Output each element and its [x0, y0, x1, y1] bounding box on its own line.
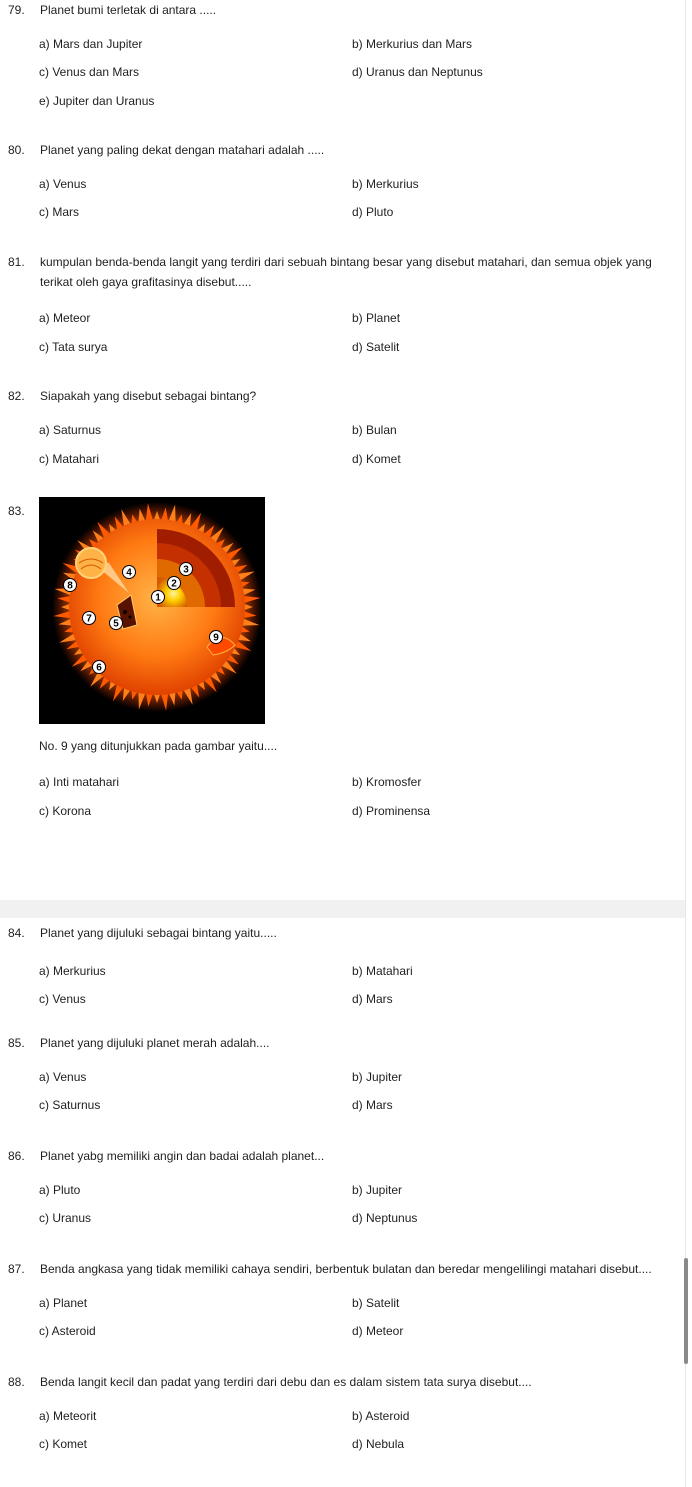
figure-label-9: 9 [213, 632, 219, 644]
question-number: 81. [8, 255, 25, 269]
option-d[interactable]: d) Mars [352, 1098, 393, 1112]
zoom-inset [76, 548, 106, 578]
figure-label-3: 3 [183, 564, 189, 576]
sun-illustration [39, 497, 265, 724]
option-c[interactable]: c) Uranus [39, 1211, 92, 1225]
figure-label-4: 4 [126, 567, 132, 579]
option-a[interactable]: a) Planet [39, 1296, 88, 1310]
question-number: 88. [8, 1375, 25, 1389]
option-d[interactable]: d) Uranus dan Neptunus [352, 65, 483, 79]
option-d[interactable]: d) Neptunus [352, 1211, 418, 1225]
option-b[interactable]: b) Matahari [352, 964, 413, 978]
question-text: Planet yang dijuluki planet merah adalah.... [40, 1036, 270, 1050]
question-text: Planet yang dijuluki sebagai bintang yaitu..... [40, 926, 277, 940]
question-number: 87. [8, 1262, 25, 1276]
question-number: 79. [8, 3, 25, 17]
option-b[interactable]: b) Planet [352, 311, 401, 325]
option-a[interactable]: a) Merkurius [39, 964, 106, 978]
option-a[interactable]: a) Meteor [39, 311, 91, 325]
figure-label-6: 6 [96, 662, 102, 674]
question-text: Siapakah yang disebut sebagai bintang? [40, 389, 257, 403]
question-text: Benda langit kecil dan padat yang terdiri dari debu dan es dalam sistem tata surya disebut.... [40, 1375, 532, 1389]
figure-label-1: 1 [155, 592, 161, 604]
option-b[interactable]: b) Asteroid [352, 1409, 410, 1423]
option-c[interactable]: c) Asteroid [39, 1324, 96, 1338]
option-d[interactable]: d) Pluto [352, 205, 394, 219]
figure-label-7: 7 [86, 613, 92, 625]
question-text-continued: terikat oleh gaya grafitasinya disebut..... [40, 275, 252, 289]
option-a[interactable]: a) Venus [39, 1070, 87, 1084]
sun-structure-diagram [39, 497, 265, 724]
option-b[interactable]: b) Bulan [352, 423, 397, 437]
question-number: 82. [8, 389, 25, 403]
page-2 [0, 918, 685, 1487]
option-b[interactable]: b) Satelit [352, 1296, 400, 1310]
question-text: No. 9 yang ditunjukkan pada gambar yaitu.... [39, 739, 278, 753]
question-text: Planet bumi terletak di antara ..... [40, 3, 217, 17]
option-d[interactable]: d) Mars [352, 992, 393, 1006]
question-text: Planet yabg memiliki angin dan badai adalah planet... [40, 1149, 325, 1163]
option-c[interactable]: c) Saturnus [39, 1098, 101, 1112]
option-b[interactable]: b) Jupiter [352, 1183, 403, 1197]
option-d[interactable]: d) Meteor [352, 1324, 404, 1338]
option-c[interactable]: c) Venus [39, 992, 86, 1006]
question-number: 80. [8, 143, 25, 157]
option-c[interactable]: c) Tata surya [39, 340, 108, 354]
option-b[interactable]: b) Kromosfer [352, 775, 422, 789]
option-d[interactable]: d) Nebula [352, 1437, 405, 1451]
question-number: 83. [8, 504, 25, 518]
option-a[interactable]: a) Saturnus [39, 423, 102, 437]
page-separator [0, 900, 692, 918]
question-text: Planet yang paling dekat dengan matahari adalah ..... [40, 143, 325, 157]
option-c[interactable]: c) Venus dan Mars [39, 65, 140, 79]
option-c[interactable]: c) Mars [39, 205, 79, 219]
figure-label-8: 8 [67, 580, 73, 592]
option-c[interactable]: c) Matahari [39, 452, 100, 466]
scrollbar-thumb[interactable] [684, 1258, 688, 1364]
question-text: Benda angkasa yang tidak memiliki cahaya sendiri, berbentuk bulatan dan beredar mengelilingi matahari disebut.... [40, 1262, 652, 1276]
option-c[interactable]: c) Komet [39, 1437, 88, 1451]
option-a[interactable]: a) Meteorit [39, 1409, 97, 1423]
question-number: 85. [8, 1036, 25, 1050]
figure-label-2: 2 [171, 578, 177, 590]
question-text: kumpulan benda-benda langit yang terdiri dari sebuah bintang besar yang disebut matahari, dan semua objek yang [40, 255, 652, 269]
option-d[interactable]: d) Satelit [352, 340, 400, 354]
question-number: 84. [8, 926, 25, 940]
option-a[interactable]: a) Venus [39, 177, 87, 191]
figure-label-5: 5 [113, 618, 119, 630]
option-b[interactable]: b) Merkurius dan Mars [352, 37, 473, 51]
question-number: 86. [8, 1149, 25, 1163]
option-a[interactable]: a) Inti matahari [39, 775, 120, 789]
option-a[interactable]: a) Pluto [39, 1183, 81, 1197]
option-b[interactable]: b) Jupiter [352, 1070, 403, 1084]
option-c[interactable]: c) Korona [39, 804, 92, 818]
option-e[interactable]: e) Jupiter dan Uranus [39, 94, 155, 108]
option-b[interactable]: b) Merkurius [352, 177, 419, 191]
option-a[interactable]: a) Mars dan Jupiter [39, 37, 143, 51]
option-d[interactable]: d) Prominensa [352, 804, 431, 818]
option-d[interactable]: d) Komet [352, 452, 401, 466]
